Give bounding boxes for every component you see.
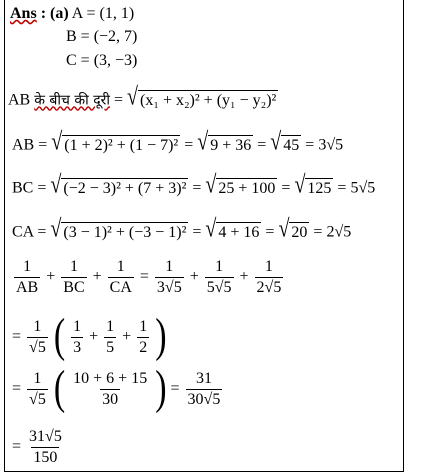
reciprocal-sum-line: $\frac{1}{AB}$ + $\frac{1}{BC}$ + $\frac{1}{CA}$ = $\frac{1}{3√5}$ + $\frac{1}{5√5}$ + $\frac{1}{2√5}$ — [16, 258, 282, 296]
frac-1-5: $\frac{1}{5}$ — [106, 318, 115, 356]
bc-sqrt1: (−2 − 3)² + (7 + 3)² — [61, 178, 188, 200]
ab-left: AB = — [12, 136, 48, 154]
equals-sign: = — [114, 91, 124, 109]
frac-1-5sqrt5: $\frac{1}{5√5}$ — [206, 258, 232, 296]
frac-1-sqrt5: $\frac{1}{√5}$ — [29, 318, 46, 356]
frac-1-3: $\frac{1}{3}$ — [73, 318, 82, 356]
ca-result: 2√5 — [326, 223, 352, 241]
ca-line: CA = √ (3 − 1)² + (−3 − 1)² = √ 4 + 16 = √ 20 = 2√5 — [12, 215, 352, 243]
ca-sqrt3: 20 — [289, 222, 309, 244]
ab-sqrt2: 9 + 36 — [208, 135, 253, 157]
frac-1-2: $\frac{1}{2}$ — [139, 318, 148, 356]
bc-left: BC = — [12, 179, 47, 197]
answer-header — [10, 6, 134, 22]
bc-line: BC = √ (−2 − 3)² + (7 + 3)² = √ 25 + 100 = √ 125 = 5√5 — [12, 171, 376, 199]
ca-sqrt1: (3 − 1)² + (−3 − 1)² — [61, 222, 188, 244]
frac-1-ab: $\frac{1}{AB}$ — [16, 258, 39, 296]
frac-1-ca: $\frac{1}{CA}$ — [109, 258, 132, 296]
distance-expr: (x₁ + x₂)² + (y₁ − y₂)² — [138, 90, 278, 112]
frac-final: $\frac{31√5}{150}$ — [29, 428, 62, 466]
bc-sqrt2: 25 + 100 — [216, 178, 277, 200]
distance-sqrt: √ (x₁ + x₂)² + (y₁ − y₂)² — [127, 83, 277, 111]
bc-result: 5√5 — [350, 179, 376, 197]
ab-result: 3√5 — [318, 136, 344, 154]
ans-label: Ans — [10, 5, 37, 22]
ans-colon: : — [40, 5, 47, 22]
step-3-line: = $\frac{1}{√5}$ ( $\frac{10 + 6 + 15}{30}$ ) = $\frac{31}{30√5}$ — [12, 362, 221, 415]
step-4-line: = $\frac{31√5}{150}$ — [12, 428, 62, 466]
point-a: A = (1, 1) — [71, 5, 135, 22]
distance-label: AB — [8, 91, 31, 109]
ca-left: CA = — [12, 223, 47, 241]
part-a-label: (a) — [50, 5, 69, 22]
distance-formula-line — [8, 83, 278, 112]
frac-sum-30: $\frac{10 + 6 + 15}{30}$ — [73, 370, 148, 408]
ab-sqrt3: 45 — [281, 135, 301, 157]
ca-sqrt2: 4 + 16 — [216, 222, 261, 244]
step-2-line: = $\frac{1}{√5}$ ( $\frac{1}{3}$ + $\frac{1}{5}$ + $\frac{1}{2}$ ) — [12, 310, 167, 363]
frac-1-3sqrt5: $\frac{1}{3√5}$ — [156, 258, 182, 296]
frac-31-30sqrt5: $\frac{31}{30√5}$ — [187, 370, 221, 408]
distance-hindi-text: के बीच की दूरी — [34, 92, 111, 109]
frac-1-2sqrt5: $\frac{1}{2√5}$ — [256, 258, 282, 296]
ab-line: AB = √ (1 + 2)² + (1 − 7)² = √ 9 + 36 = √ 45 = 3√5 — [12, 128, 344, 156]
point-b: B = (−2, 7) — [66, 28, 138, 45]
frac-1-sqrt5-b: $\frac{1}{√5}$ — [29, 370, 46, 408]
frac-1-bc: $\frac{1}{BC}$ — [63, 258, 85, 296]
bc-sqrt3: 125 — [305, 178, 333, 200]
point-c: C = (3, −3) — [66, 52, 138, 69]
ab-sqrt1: (1 + 2)² + (1 − 7)² — [62, 135, 180, 157]
